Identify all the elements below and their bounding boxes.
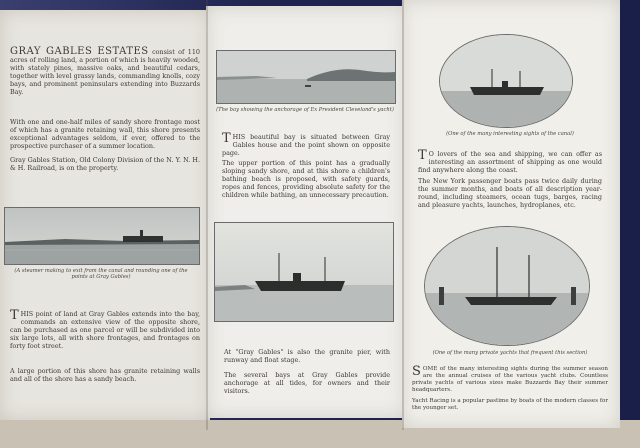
steamer-photo-image	[5, 208, 199, 264]
pier-paragraph: At "Gray Gables" is also the granite pier, with runway and float stage.	[224, 348, 390, 364]
bay-photo	[216, 50, 396, 104]
point-paragraph	[10, 310, 200, 350]
anchorage-paragraph: The several bays at Gray Gables provide anchorage at all tides, for owners and their visitors.	[224, 371, 390, 395]
intro-paragraph	[10, 48, 200, 96]
canal-photo-caption: (One of the many interesting sights of the canal)	[446, 131, 574, 137]
yacht-club-text: OME of the many interesting sights during the summer season are the annual cruises of the various yacht clubs. Countless private yachts of various sizes make Buzzards Bay their summer headquarters.	[412, 366, 608, 393]
yacht-photo-image	[425, 227, 589, 345]
intro-lead: GRAY GABLES ESTATES	[10, 46, 149, 57]
bay-text: HIS beautiful bay is situated between Gray Gables house and the point shown on opposite page.	[222, 133, 390, 157]
steamer-photo-caption: (A steamer making to exit from the canal and rounding one of the points at Gray Gables)	[14, 268, 188, 280]
bay-paragraph	[222, 133, 390, 157]
point-dropcap: T	[10, 308, 19, 323]
canal-photo	[439, 34, 573, 128]
yacht-photo-caption: (One of the many private yachts that frequent this section)	[432, 350, 588, 356]
station-paragraph: Gray Gables Station, Old Colony Division of the N. Y. N. H. & H. Railroad, is on the property.	[10, 156, 200, 172]
intro-body: consist of 110 acres of rolling land, a portion of which is heavily wooded, with stately pines, massive oaks, and beautiful cedars, together with level grassy lands, commanding knolls, cozy bays, and prominent peninsulars extending into Buzzards Bay.	[10, 48, 200, 96]
bay-photo-caption: (The bay showing the anchorage of Ex President Cleveland's yacht)	[216, 107, 394, 113]
shipping-paragraph	[418, 150, 602, 174]
fold-line-left	[206, 0, 208, 430]
bay-photo-image	[217, 51, 395, 103]
shipping-text: O lovers of the sea and shipping, we can offer as interesting an assortment of shipping as one would find anywhere along the coast.	[418, 150, 602, 174]
beach-paragraph: A large portion of this shore has granite retaining walls and all of the shore has a sandy beach.	[10, 367, 200, 383]
bay-dropcap: T	[222, 131, 231, 146]
steamship-photo	[214, 222, 394, 322]
passenger-boats-paragraph: The New York passenger boats pass twice daily during the summer months, and boats of all description year-round, including steamers, ocean tugs, barges, racing and pleasure yachts, launches, hydroplanes, etc.	[418, 177, 602, 209]
yacht-photo	[424, 226, 590, 346]
steamship-photo-image	[215, 223, 393, 321]
yacht-club-paragraph	[412, 366, 608, 394]
yacht-racing-paragraph: Yacht Racing is a popular pastime by boats of the modern classes for the younger set.	[412, 398, 608, 411]
beach-proposal-paragraph: The upper portion of this point has a gradually sloping sandy shore, and at this shore a children's bathing beach is proposed, with safety guards, ropes and fences, providing absolute safety for the children while bathing, an unnecessary precaution.	[222, 159, 390, 199]
fold-line-right	[402, 0, 404, 430]
yacht-club-dropcap: S	[412, 364, 421, 379]
canal-photo-image	[440, 35, 572, 127]
steamer-photo	[4, 207, 200, 265]
point-text: HIS point of land at Gray Gables extends into the bay, commands an extensive view of the opposite shore, can be purchased as one parcel or will be subdivided into six large lots, all with shore frontages, and frontages on forty foot street.	[10, 310, 200, 350]
shipping-dropcap: T	[418, 148, 427, 163]
shore-paragraph: With one and one-half miles of sandy shore frontage most of which has a granite retaining wall, this shore presents exceptional advantages seldom, if ever, offered to the prospective purchaser of a summer location.	[10, 118, 200, 150]
